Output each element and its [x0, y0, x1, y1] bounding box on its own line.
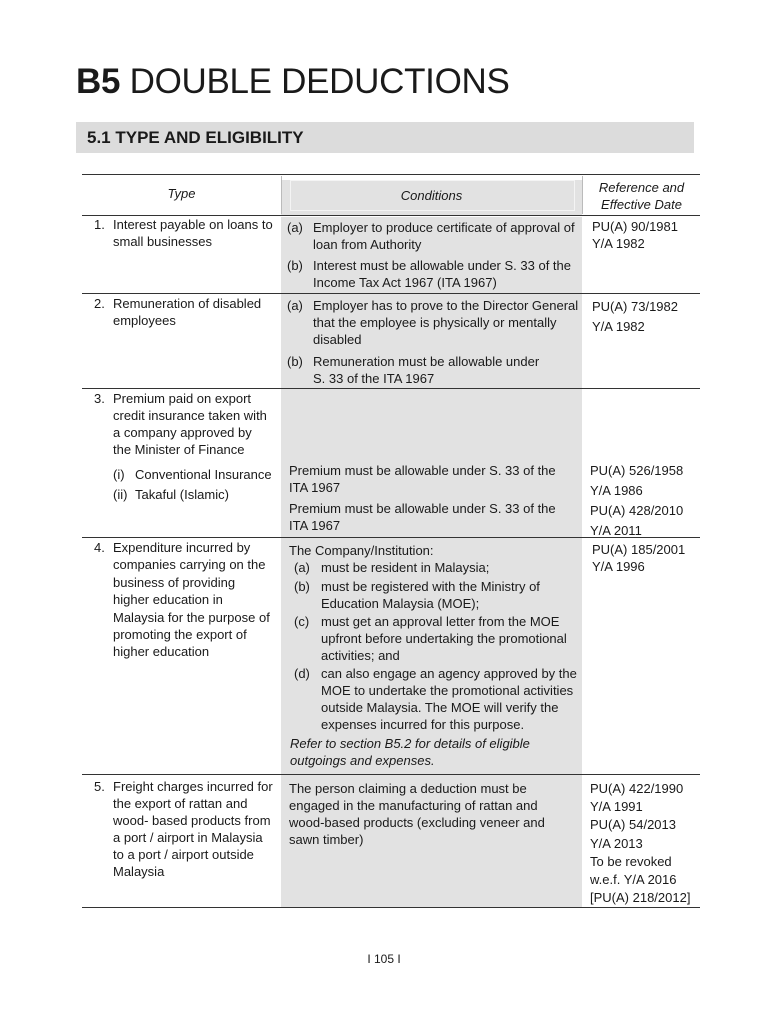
row2-type — [113, 295, 279, 329]
row4-cond-c-line: upfront before undertaking the promotional — [321, 631, 567, 646]
row1-cond-b-line: Interest must be allowable under S. 33 of the — [313, 258, 571, 273]
row1-cond-a-line: loan from Authority — [313, 237, 422, 252]
row4-cond-c — [321, 613, 579, 664]
row3-sub-ii-label: (ii) — [113, 487, 128, 502]
row2-cond-b-line: Remuneration must be allowable under — [313, 354, 540, 369]
row3-reference — [590, 461, 698, 541]
row3-cond-i-line: ITA 1967 — [289, 480, 341, 495]
row3-ref-line: Y/A 1986 — [590, 483, 643, 498]
row5-cond-line: engaged in the manufacturing of rattan and — [289, 798, 538, 813]
row5-reference — [590, 780, 698, 907]
row5-conditions — [289, 780, 579, 848]
row3-number: 3. — [94, 391, 105, 406]
row5-ref-line: PU(A) 54/2013 — [590, 817, 676, 833]
row4-cond-note — [290, 735, 579, 769]
row1-reference — [592, 218, 698, 252]
row3-type-line: Premium paid on export — [113, 391, 252, 406]
row5-ref-line: To be revoked — [590, 853, 672, 869]
row5-ref-line: w.e.f. Y/A 2016 — [590, 872, 677, 888]
row3-type-line: credit insurance taken with — [113, 408, 267, 423]
header-reference-line1: Reference and — [598, 180, 685, 195]
row5-cond-line: wood-based products (excluding veneer and — [289, 815, 545, 830]
row5-ref-line: [PU(A) 218/2012] — [590, 890, 691, 906]
row4-cond-b-label: (b) — [294, 579, 310, 594]
row4-type-line: Expenditure incurred by — [113, 540, 251, 555]
row5-type-line: a port / airport in Malaysia — [113, 830, 263, 845]
row4-type-line: higher education in — [113, 592, 223, 608]
row1-cond-a — [313, 219, 579, 253]
row4-reference — [592, 541, 698, 575]
row4-cond-b-line: must be registered with the Ministry of — [321, 579, 540, 594]
row4-number: 4. — [94, 540, 105, 555]
row4-ref-line: PU(A) 185/2001 — [592, 542, 686, 557]
row4-type-line: Malaysia for the purpose of — [113, 609, 270, 625]
row4-cond-b — [321, 578, 579, 612]
row4-cond-a — [321, 559, 579, 576]
row1-cond-b — [313, 257, 579, 291]
row3-cond-ii-line: Premium must be allowable under S. 33 of the — [289, 501, 556, 516]
header-conditions: Conditions — [400, 188, 463, 203]
row4-cond-d-label: (d) — [294, 666, 310, 681]
row3-cond-i-line: Premium must be allowable under S. 33 of the — [289, 463, 556, 478]
row5-type-line: the export of rattan and — [113, 796, 248, 811]
row1-cond-a-line: Employer to produce certificate of approval of — [313, 220, 575, 235]
row4-cond-d-line: outside Malaysia. The MOE will verify the — [321, 700, 559, 715]
row2-cond-b-line: S. 33 of the ITA 1967 — [313, 371, 435, 386]
title-text: DOUBLE DEDUCTIONS — [129, 62, 510, 101]
row4-cond-note-line: Refer to section B5.2 for details of eligible — [290, 736, 530, 751]
row2-cond-a-line: Employer has to prove to the Director General — [313, 298, 579, 313]
row3-sub-i-label: (i) — [113, 467, 125, 482]
row5-type-line: Malaysia — [113, 864, 165, 879]
row1-rule — [82, 293, 700, 294]
row2-cond-b — [313, 353, 579, 387]
row4-cond-c-label: (c) — [294, 614, 310, 629]
header-type: Type — [167, 186, 196, 201]
table-top-rule — [82, 174, 700, 175]
row4-type-line: higher education — [113, 644, 210, 660]
row5-ref-line: PU(A) 422/1990 — [590, 781, 684, 796]
row3-type — [113, 390, 279, 458]
row4-cond-d-line: MOE to undertake the promotional activities — [321, 683, 574, 698]
row1-ref-line: PU(A) 90/1981 — [592, 219, 678, 234]
page-title — [76, 60, 510, 104]
row3-ref-line: Y/A 2011 — [590, 523, 642, 538]
row3-cond-ii-line: ITA 1967 — [289, 518, 341, 533]
row5-type-line: wood- based products from — [113, 813, 271, 828]
row3-cond-i — [289, 462, 579, 496]
row2-ref-line: Y/A 1982 — [592, 319, 645, 334]
row1-type — [113, 216, 279, 250]
row5-type-line: to a port / airport outside — [113, 847, 254, 862]
row1-ref-line: Y/A 1982 — [592, 236, 645, 251]
row5-type — [113, 778, 279, 880]
row4-cond-b-line: Education Malaysia (MOE); — [321, 596, 480, 611]
row4-type-line: business of providing — [113, 574, 236, 590]
row4-cond-note-line: outgoings and expenses. — [290, 753, 435, 768]
row5-cond-line: sawn timber) — [289, 832, 364, 847]
row5-type-line: Freight charges incurred for — [113, 779, 273, 794]
row2-reference — [592, 297, 698, 337]
row2-rule — [82, 388, 700, 389]
row5-cond-line: The person claiming a deduction must be — [289, 781, 527, 796]
row4-rule — [82, 774, 700, 775]
row3-sub-i: Conventional Insurance — [135, 467, 272, 482]
row3-ref-line: PU(A) 428/2010 — [590, 503, 684, 518]
row3-cond-ii — [289, 500, 579, 534]
row4-cond-a-line: must be resident in Malaysia; — [321, 560, 490, 575]
row4-type-line: promoting the export of — [113, 627, 247, 643]
row1-cond-b-line: Income Tax Act 1967 (ITA 1967) — [313, 275, 497, 290]
row1-cond-a-label: (a) — [287, 220, 303, 235]
row2-cond-a-line: disabled — [313, 332, 362, 347]
row1-number: 1. — [94, 217, 105, 232]
row4-type-line: companies carrying on the — [113, 557, 266, 573]
row1-type-line: Interest payable on loans to — [113, 217, 273, 232]
row3-sub-ii: Takaful (Islamic) — [135, 487, 229, 502]
row4-ref-line: Y/A 1996 — [592, 559, 645, 574]
row1-cond-b-label: (b) — [287, 258, 303, 273]
section-code: B5 — [76, 62, 121, 101]
row3-ref-line: PU(A) 526/1958 — [590, 463, 684, 478]
header-reference — [583, 179, 700, 213]
row4-cond-d — [321, 665, 579, 733]
row4-cond-d-line: expenses incurred for this purpose. — [321, 717, 525, 732]
row2-number: 2. — [94, 296, 105, 311]
section-title: 5.1 TYPE AND ELIGIBILITY — [87, 128, 304, 147]
row2-cond-a-line: that the employee is physically or mentally — [313, 315, 557, 330]
row2-ref-line: PU(A) 73/1982 — [592, 299, 678, 314]
row2-type-line: Remuneration of disabled — [113, 296, 262, 311]
row5-ref-line: Y/A 1991 — [590, 799, 643, 815]
row2-cond-b-label: (b) — [287, 354, 303, 369]
header-reference-line2: Effective Date — [601, 197, 682, 212]
row3-type-line: the Minister of Finance — [113, 442, 245, 457]
row4-cond-intro: The Company/Institution: — [289, 543, 434, 558]
row4-cond-d-line: can also engage an agency approved by the — [321, 666, 577, 681]
row5-number: 5. — [94, 779, 105, 794]
row1-type-line: small businesses — [113, 234, 212, 249]
page-number: I 105 I — [367, 952, 401, 966]
row2-cond-a — [313, 297, 579, 348]
row5-ref-line: Y/A 2013 — [590, 835, 643, 851]
row4-type — [113, 539, 279, 661]
row4-cond-c-line: must get an approval letter from the MOE — [321, 614, 560, 629]
row2-type-line: employees — [113, 313, 176, 328]
row3-type-line: a company approved by — [113, 425, 252, 440]
row4-cond-a-label: (a) — [294, 560, 310, 575]
row4-cond-c-line: activities; and — [321, 648, 400, 663]
row2-cond-a-label: (a) — [287, 298, 303, 313]
